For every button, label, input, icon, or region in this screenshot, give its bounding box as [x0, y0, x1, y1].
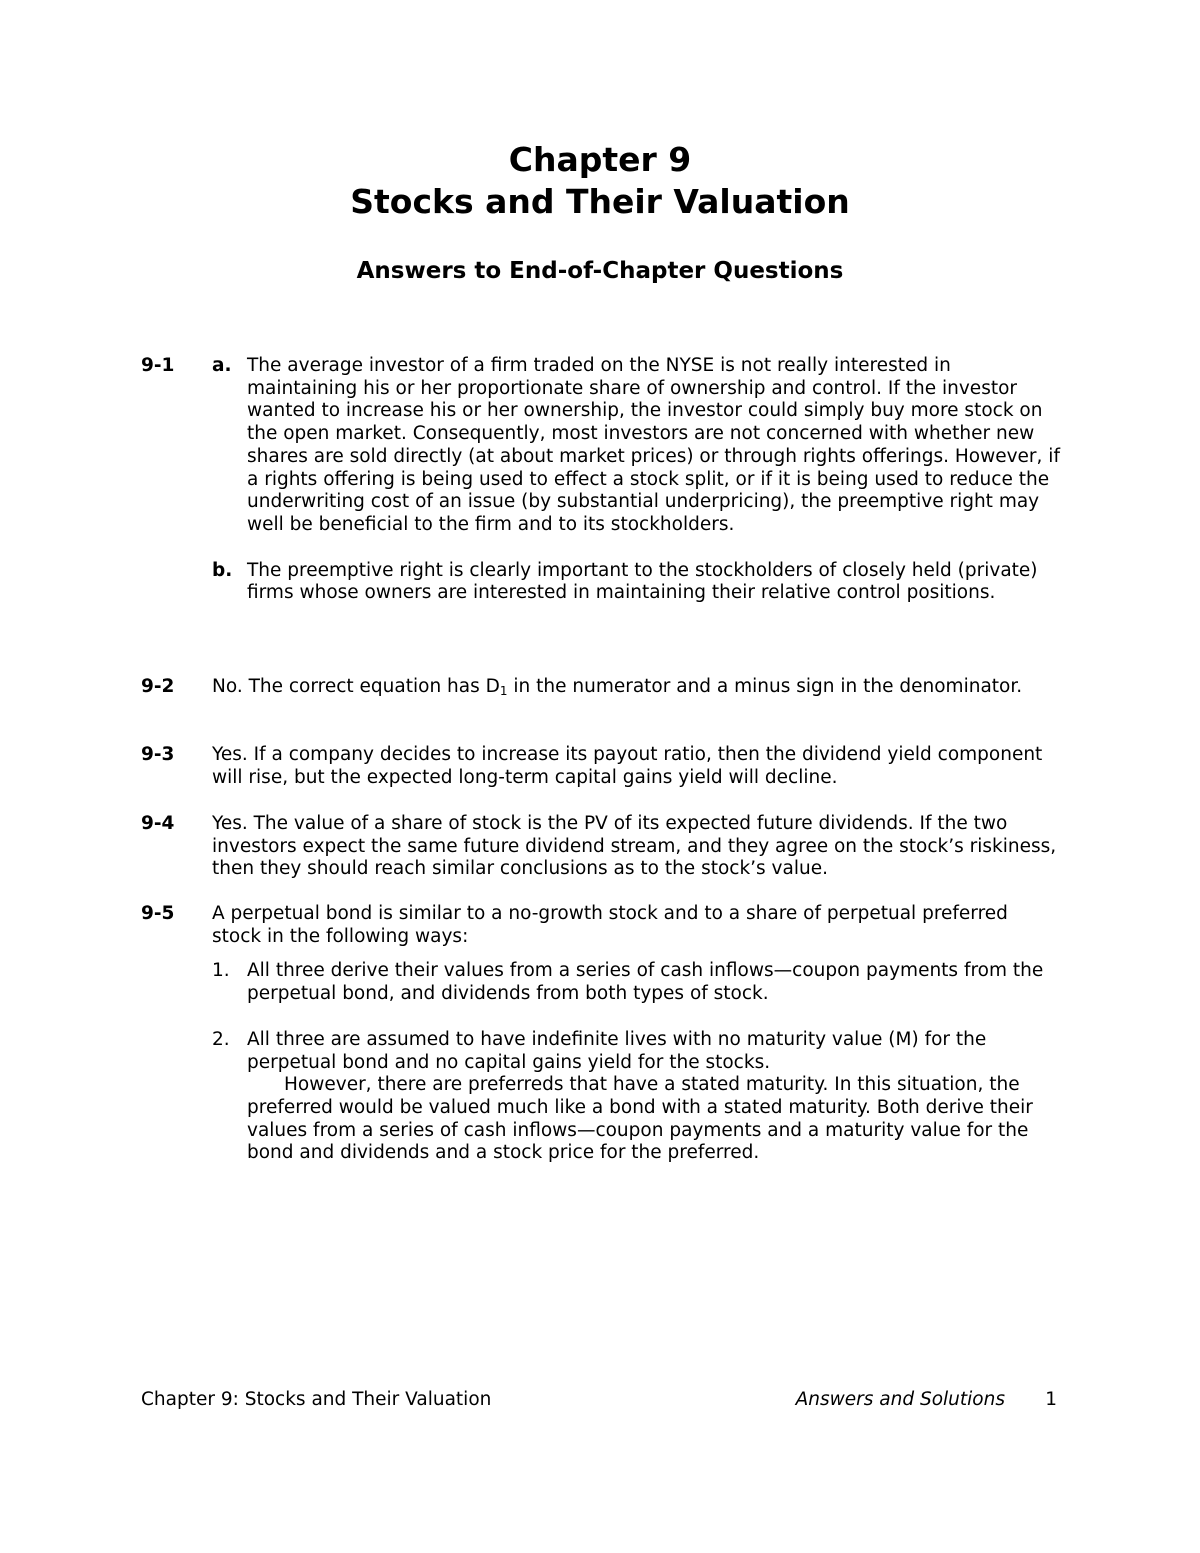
answer-item-1	[212, 960, 1062, 1005]
question-number: 9-5	[141, 903, 175, 924]
item-text: All three derive their values from a series of cash inflows—coupon payments from the perpetual bond, and dividends from both types of stock.	[247, 960, 1044, 1005]
question-body	[212, 355, 1062, 628]
subscript: 1	[499, 684, 508, 698]
answer-intro: A perpetual bond is similar to a no-growth stock and to a share of perpetual preferred stock in the following ways:	[212, 903, 1008, 947]
item-marker: 1.	[212, 960, 230, 982]
item-text: The average investor of a firm traded on the NYSE is not really interested in maintaining his or her proportionate share of ownership and control. If the investor wanted to increase his or her ownership, the investor could simply buy more stock on the open market. Consequently, most investors are not concerned with whether new shares are sold directly (at about market prices) or through rights offerings. However, if a rights offering is being used to effect a stock split, or if it is being used to reduce the underwriting cost of an issue (by substantial underpricing), the preemptive right may well be beneficial to the firm and to its stockholders.	[247, 355, 1060, 535]
item-text: All three are assumed to have indefinite lives with no maturity value (M) for the perpetual bond and no capital gains yield for the stocks.	[247, 1028, 987, 1073]
item-marker: 2.	[212, 1028, 230, 1050]
footer-section: Answers and Solutions	[795, 1389, 1005, 1410]
section-subtitle: Answers to End-of-Chapter Questions	[356, 258, 844, 284]
answer-item-a	[212, 355, 1062, 537]
item-marker: a.	[212, 355, 232, 376]
item-continuation: However, there are preferreds that have a stated maturity. In this situation, the preferred would be valued much like a bond with a stated maturity. Both derive their values from a series of cash inflows—coupon payments and a maturity value for the bond and dividends and a stock price for the preferred.	[247, 1074, 1033, 1164]
page-footer	[141, 1388, 1061, 1412]
question-body	[212, 903, 1062, 1188]
answer-text: Yes. The value of a share of stock is the PV of its expected future dividends. If the two investors expect the same future dividend stream, and they agree on the stock’s riskiness, then they should reach similar conclusions as to the stock’s value.	[212, 813, 1057, 880]
answer-text-after: in the numerator and a minus sign in the denominator.	[507, 676, 1023, 697]
question-number: 9-1	[141, 355, 175, 376]
footer-chapter-title: Chapter 9: Stocks and Their Valuation	[141, 1389, 492, 1410]
item-text: The preemptive right is clearly important to the stockholders of closely held (private) firms whose owners are interested in maintaining their relative control positions.	[247, 559, 1038, 604]
question-number: 9-3	[141, 744, 175, 765]
answer-item-b	[212, 560, 1062, 605]
chapter-title: Stocks and Their Valuation	[350, 182, 850, 221]
chapter-number: Chapter 9	[508, 140, 692, 179]
question-number: 9-4	[141, 813, 175, 834]
answer-text-before: No. The correct equation has D	[212, 676, 500, 697]
question-number: 9-2	[141, 676, 175, 697]
answer-text: Yes. If a company decides to increase its payout ratio, then the dividend yield component will rise, but the expected long-term capital gains yield will decline.	[212, 744, 1043, 788]
answer-item-2	[212, 1029, 1062, 1165]
page-number: 1	[1045, 1389, 1057, 1410]
question-body	[212, 676, 1062, 699]
item-marker: b.	[212, 559, 233, 581]
